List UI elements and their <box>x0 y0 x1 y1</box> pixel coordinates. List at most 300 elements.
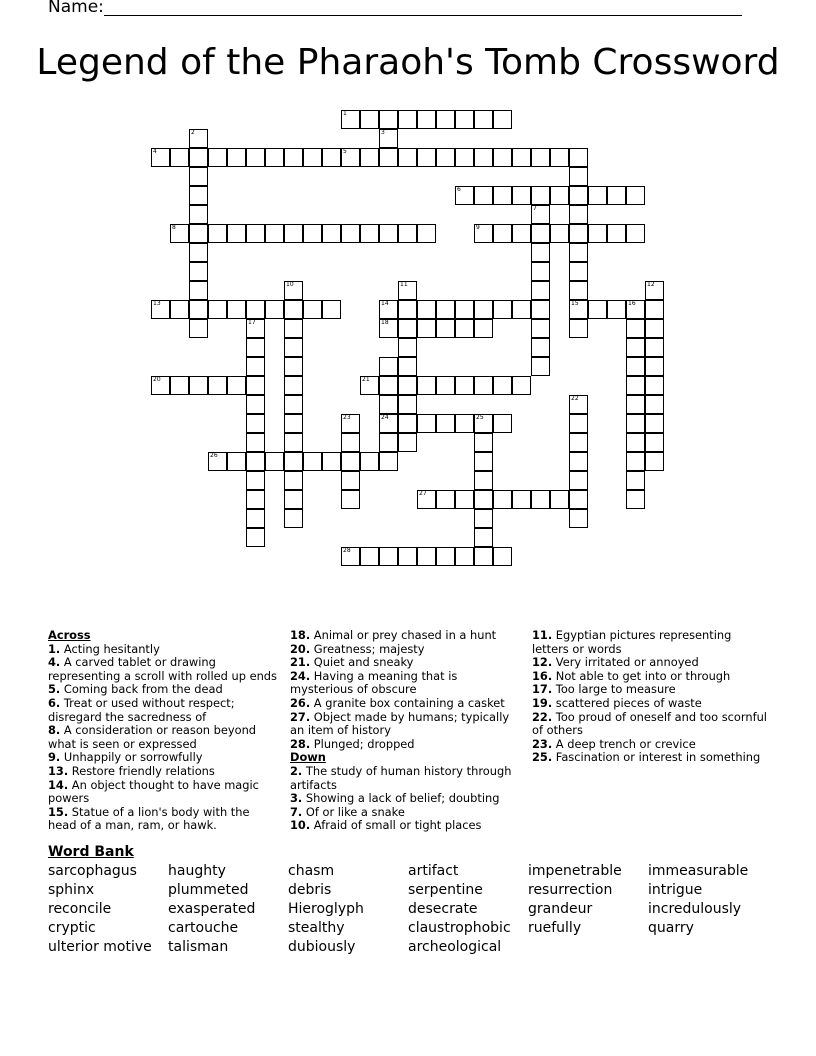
grid-cell[interactable] <box>284 281 303 300</box>
grid-cell[interactable] <box>379 319 398 338</box>
grid-cell[interactable] <box>436 547 455 566</box>
grid-cell[interactable] <box>398 414 417 433</box>
grid-cell[interactable] <box>398 148 417 167</box>
grid-cell[interactable] <box>170 300 189 319</box>
grid-cell[interactable] <box>588 300 607 319</box>
grid-cell[interactable] <box>341 471 360 490</box>
word-bank-item: incredulously <box>648 901 742 917</box>
grid-cell[interactable] <box>569 224 588 243</box>
grid-cell[interactable] <box>569 414 588 433</box>
grid-cell[interactable] <box>360 452 379 471</box>
grid-cell[interactable] <box>417 110 436 129</box>
clue-item-number: 20. <box>290 641 311 656</box>
grid-cell[interactable] <box>360 148 379 167</box>
word-bank-item: plummeted <box>168 882 249 898</box>
grid-cell[interactable] <box>246 414 265 433</box>
grid-cell[interactable] <box>246 471 265 490</box>
grid-cell[interactable] <box>512 148 531 167</box>
grid-cell[interactable] <box>645 452 664 471</box>
clue-number: 16 <box>628 300 636 307</box>
grid-cell[interactable] <box>417 547 436 566</box>
grid-cell[interactable] <box>189 243 208 262</box>
clue-item-number: 28. <box>290 736 311 751</box>
clue-item-number: 7. <box>290 804 303 819</box>
grid-cell[interactable] <box>246 300 265 319</box>
clue-item-text: Unhappily or sorrowfully <box>60 750 203 765</box>
grid-cell[interactable] <box>474 148 493 167</box>
word-bank-item: reconcile <box>48 901 112 917</box>
grid-cell[interactable] <box>569 433 588 452</box>
clue-item <box>290 697 522 711</box>
grid-cell[interactable] <box>493 110 512 129</box>
grid-cell[interactable] <box>474 528 493 547</box>
grid-cell[interactable] <box>569 243 588 262</box>
grid-cell[interactable] <box>569 509 588 528</box>
grid-cell[interactable] <box>474 414 493 433</box>
grid-cell[interactable] <box>531 148 550 167</box>
grid-cell[interactable] <box>626 452 645 471</box>
clue-number: 12 <box>647 281 655 288</box>
grid-cell[interactable] <box>341 547 360 566</box>
grid-cell[interactable] <box>645 357 664 376</box>
grid-cell[interactable] <box>626 414 645 433</box>
grid-cell[interactable] <box>208 148 227 167</box>
clue-item <box>48 765 280 779</box>
grid-cell[interactable] <box>227 300 246 319</box>
grid-cell[interactable] <box>569 148 588 167</box>
grid-cell[interactable] <box>531 490 550 509</box>
grid-cell[interactable] <box>360 110 379 129</box>
grid-cell[interactable] <box>303 224 322 243</box>
grid-cell[interactable] <box>455 300 474 319</box>
grid-cell[interactable] <box>493 547 512 566</box>
grid-cell[interactable] <box>569 300 588 319</box>
grid-cell[interactable] <box>626 338 645 357</box>
grid-cell[interactable] <box>379 395 398 414</box>
clue-item-text: Coming back from the dead <box>60 682 223 697</box>
across-clue-list <box>48 643 280 833</box>
clue-item-text: Greatness; majesty <box>310 641 425 656</box>
clue-item-number: 27. <box>290 709 311 724</box>
grid-cell[interactable] <box>189 376 208 395</box>
grid-cell[interactable] <box>379 129 398 148</box>
grid-cell[interactable] <box>626 319 645 338</box>
grid-cell[interactable] <box>436 110 455 129</box>
grid-cell[interactable] <box>531 262 550 281</box>
grid-cell[interactable] <box>512 186 531 205</box>
clues-column-1 <box>48 629 280 833</box>
clue-item-text: Of or like a snake <box>302 804 405 819</box>
grid-cell[interactable] <box>189 129 208 148</box>
grid-cell[interactable] <box>474 490 493 509</box>
grid-cell[interactable] <box>398 338 417 357</box>
clue-item-number: 1. <box>48 641 61 656</box>
grid-cell[interactable] <box>531 224 550 243</box>
grid-cell[interactable] <box>398 547 417 566</box>
grid-cell[interactable] <box>246 490 265 509</box>
grid-cell[interactable] <box>512 224 531 243</box>
grid-cell[interactable] <box>227 148 246 167</box>
clue-item-text: Acting hesitantly <box>60 641 160 656</box>
grid-cell[interactable] <box>436 490 455 509</box>
grid-cell[interactable] <box>626 376 645 395</box>
grid-cell[interactable] <box>474 110 493 129</box>
grid-cell[interactable] <box>284 433 303 452</box>
grid-cell[interactable] <box>341 433 360 452</box>
word-bank-item: Hieroglyph <box>288 901 364 917</box>
clue-item-text: Fascination or interest in something <box>552 750 761 765</box>
clue-number: 27 <box>419 490 427 497</box>
grid-cell[interactable] <box>417 414 436 433</box>
grid-cell[interactable] <box>341 110 360 129</box>
grid-cell[interactable] <box>493 300 512 319</box>
across-heading: Across <box>48 628 91 642</box>
clue-item <box>532 683 768 697</box>
grid-cell[interactable] <box>170 224 189 243</box>
grid-cell[interactable] <box>474 186 493 205</box>
grid-cell[interactable] <box>284 509 303 528</box>
grid-cell[interactable] <box>246 338 265 357</box>
grid-cell[interactable] <box>398 110 417 129</box>
grid-cell[interactable] <box>550 186 569 205</box>
grid-cell[interactable] <box>284 319 303 338</box>
grid-cell[interactable] <box>455 547 474 566</box>
grid-cell[interactable] <box>474 224 493 243</box>
grid-cell[interactable] <box>645 414 664 433</box>
clue-item <box>290 629 522 643</box>
clues-column-3 <box>532 629 768 765</box>
grid-cell[interactable] <box>208 452 227 471</box>
grid-cell[interactable] <box>151 300 170 319</box>
grid-cell[interactable] <box>493 490 512 509</box>
clue-item-text: An object thought to have magic powers <box>48 777 259 806</box>
grid-cell[interactable] <box>227 224 246 243</box>
grid-cell[interactable] <box>303 452 322 471</box>
grid-cell[interactable] <box>284 224 303 243</box>
grid-cell[interactable] <box>626 471 645 490</box>
grid-cell[interactable] <box>284 414 303 433</box>
grid-cell[interactable] <box>189 319 208 338</box>
grid-cell[interactable] <box>322 300 341 319</box>
grid-cell[interactable] <box>493 376 512 395</box>
grid-cell[interactable] <box>474 509 493 528</box>
clue-item-text: Not able to get into or through <box>552 668 731 683</box>
grid-cell[interactable] <box>303 300 322 319</box>
grid-cell[interactable] <box>151 148 170 167</box>
grid-cell[interactable] <box>436 148 455 167</box>
grid-cell[interactable] <box>246 395 265 414</box>
grid-cell[interactable] <box>493 148 512 167</box>
grid-cell[interactable] <box>607 186 626 205</box>
grid-cell[interactable] <box>284 490 303 509</box>
clue-item-number: 26. <box>290 695 311 710</box>
grid-cell[interactable] <box>341 414 360 433</box>
grid-cell[interactable] <box>398 224 417 243</box>
grid-cell[interactable] <box>550 224 569 243</box>
grid-cell[interactable] <box>588 224 607 243</box>
clue-item-number: 22. <box>532 709 553 724</box>
grid-cell[interactable] <box>398 433 417 452</box>
grid-cell[interactable] <box>417 148 436 167</box>
grid-cell[interactable] <box>379 357 398 376</box>
clue-number: 6 <box>457 186 461 193</box>
grid-cell[interactable] <box>246 224 265 243</box>
grid-cell[interactable] <box>569 452 588 471</box>
grid-cell[interactable] <box>436 319 455 338</box>
grid-cell[interactable] <box>531 357 550 376</box>
grid-cell[interactable] <box>455 414 474 433</box>
grid-cell[interactable] <box>550 148 569 167</box>
grid-cell[interactable] <box>398 319 417 338</box>
grid-cell[interactable] <box>531 281 550 300</box>
grid-cell[interactable] <box>455 148 474 167</box>
down-clue-list <box>290 765 522 833</box>
grid-cell[interactable] <box>284 300 303 319</box>
grid-cell[interactable] <box>246 148 265 167</box>
grid-cell[interactable] <box>360 224 379 243</box>
grid-cell[interactable] <box>265 224 284 243</box>
grid-cell[interactable] <box>170 148 189 167</box>
grid-cell[interactable] <box>265 148 284 167</box>
clue-item-number: 18. <box>290 628 311 642</box>
grid-cell[interactable] <box>588 186 607 205</box>
grid-cell[interactable] <box>322 148 341 167</box>
grid-cell[interactable] <box>227 376 246 395</box>
grid-cell[interactable] <box>208 376 227 395</box>
grid-cell[interactable] <box>569 186 588 205</box>
grid-cell[interactable] <box>379 414 398 433</box>
grid-cell[interactable] <box>417 319 436 338</box>
word-bank-item: resurrection <box>528 882 613 898</box>
grid-cell[interactable] <box>398 395 417 414</box>
grid-cell[interactable] <box>569 319 588 338</box>
grid-cell[interactable] <box>170 376 189 395</box>
grid-cell[interactable] <box>284 338 303 357</box>
grid-cell[interactable] <box>284 148 303 167</box>
grid-cell[interactable] <box>626 186 645 205</box>
grid-cell[interactable] <box>379 300 398 319</box>
grid-cell[interactable] <box>474 471 493 490</box>
grid-cell[interactable] <box>379 433 398 452</box>
grid-cell[interactable] <box>531 338 550 357</box>
grid-cell[interactable] <box>417 490 436 509</box>
clue-item-number: 14. <box>48 777 69 792</box>
grid-cell[interactable] <box>246 319 265 338</box>
grid-cell[interactable] <box>360 547 379 566</box>
grid-cell[interactable] <box>607 300 626 319</box>
grid-cell[interactable] <box>189 186 208 205</box>
clue-item-text: Plunged; dropped <box>310 736 415 751</box>
clue-item <box>48 779 280 806</box>
grid-cell[interactable] <box>322 452 341 471</box>
grid-cell[interactable] <box>341 148 360 167</box>
grid-cell[interactable] <box>398 300 417 319</box>
grid-cell[interactable] <box>455 319 474 338</box>
grid-cell[interactable] <box>569 262 588 281</box>
grid-cell[interactable] <box>417 300 436 319</box>
grid-cell[interactable] <box>284 452 303 471</box>
word-bank-item: serpentine <box>408 882 483 898</box>
clue-item <box>532 670 768 684</box>
grid-cell[interactable] <box>151 376 170 395</box>
grid-cell[interactable] <box>645 281 664 300</box>
grid-cell[interactable] <box>569 167 588 186</box>
grid-cell[interactable] <box>417 376 436 395</box>
grid-cell[interactable] <box>246 509 265 528</box>
grid-cell[interactable] <box>569 205 588 224</box>
grid-cell[interactable] <box>474 319 493 338</box>
grid-cell[interactable] <box>626 490 645 509</box>
clue-item-number: 10. <box>290 818 311 833</box>
grid-cell[interactable] <box>455 110 474 129</box>
clue-item-text: Showing a lack of belief; doubting <box>302 791 500 806</box>
grid-cell[interactable] <box>531 319 550 338</box>
word-bank-item: haughty <box>168 863 226 879</box>
grid-cell[interactable] <box>626 224 645 243</box>
clue-number: 1 <box>343 110 347 117</box>
clues-column-2 <box>290 629 522 833</box>
grid-cell[interactable] <box>569 490 588 509</box>
clue-item <box>532 711 768 738</box>
grid-cell[interactable] <box>246 452 265 471</box>
grid-cell[interactable] <box>189 167 208 186</box>
clue-number: 14 <box>381 300 389 307</box>
grid-cell[interactable] <box>474 376 493 395</box>
grid-cell[interactable] <box>341 490 360 509</box>
grid-cell[interactable] <box>645 300 664 319</box>
grid-cell[interactable] <box>455 376 474 395</box>
grid-cell[interactable] <box>493 186 512 205</box>
grid-cell[interactable] <box>284 357 303 376</box>
grid-cell[interactable] <box>512 300 531 319</box>
grid-cell[interactable] <box>455 186 474 205</box>
grid-cell[interactable] <box>246 528 265 547</box>
clue-item-text: Having a meaning that is mysterious of obscure <box>290 668 458 697</box>
clue-item-number: 4. <box>48 655 61 670</box>
clue-item <box>532 738 768 752</box>
clue-item <box>290 643 522 657</box>
grid-cell[interactable] <box>493 414 512 433</box>
grid-cell[interactable] <box>246 376 265 395</box>
grid-cell[interactable] <box>398 357 417 376</box>
grid-cell[interactable] <box>531 300 550 319</box>
grid-cell[interactable] <box>189 224 208 243</box>
grid-cell[interactable] <box>626 433 645 452</box>
grid-cell[interactable] <box>493 224 512 243</box>
grid-cell[interactable] <box>645 433 664 452</box>
grid-cell[interactable] <box>246 357 265 376</box>
clue-item-number: 9. <box>48 750 61 765</box>
grid-cell[interactable] <box>284 471 303 490</box>
grid-cell[interactable] <box>645 338 664 357</box>
grid-cell[interactable] <box>474 547 493 566</box>
grid-cell[interactable] <box>531 186 550 205</box>
grid-cell[interactable] <box>379 376 398 395</box>
grid-cell[interactable] <box>626 300 645 319</box>
clue-item-number: 15. <box>48 804 69 819</box>
clue-item <box>290 819 522 833</box>
grid-cell[interactable] <box>379 110 398 129</box>
grid-cell[interactable] <box>569 281 588 300</box>
grid-cell[interactable] <box>626 395 645 414</box>
grid-cell[interactable] <box>360 376 379 395</box>
clue-item-number: 5. <box>48 682 61 697</box>
grid-cell[interactable] <box>398 376 417 395</box>
clue-item-number: 25. <box>532 750 553 765</box>
grid-cell[interactable] <box>265 452 284 471</box>
clue-item-text: scattered pieces of waste <box>552 695 702 710</box>
grid-cell[interactable] <box>379 224 398 243</box>
grid-cell[interactable] <box>246 433 265 452</box>
grid-cell[interactable] <box>569 395 588 414</box>
grid-cell[interactable] <box>645 395 664 414</box>
grid-cell[interactable] <box>512 376 531 395</box>
grid-cell[interactable] <box>189 262 208 281</box>
word-bank-item: desecrate <box>408 901 478 917</box>
grid-cell[interactable] <box>531 205 550 224</box>
grid-cell[interactable] <box>208 224 227 243</box>
grid-cell[interactable] <box>284 376 303 395</box>
clue-number: 23 <box>343 414 351 421</box>
grid-cell[interactable] <box>303 148 322 167</box>
clue-item <box>48 751 280 765</box>
grid-cell[interactable] <box>379 547 398 566</box>
grid-cell[interactable] <box>474 300 493 319</box>
grid-cell[interactable] <box>474 433 493 452</box>
grid-cell[interactable] <box>208 300 227 319</box>
grid-cell[interactable] <box>645 319 664 338</box>
clue-item-number: 12. <box>532 655 553 670</box>
grid-cell[interactable] <box>607 224 626 243</box>
grid-cell[interactable] <box>189 300 208 319</box>
clue-number: 11 <box>400 281 408 288</box>
grid-cell[interactable] <box>398 281 417 300</box>
clue-item-number: 21. <box>290 655 311 670</box>
grid-cell[interactable] <box>455 490 474 509</box>
grid-cell[interactable] <box>341 452 360 471</box>
clue-item <box>290 738 522 752</box>
grid-cell[interactable] <box>189 148 208 167</box>
grid-cell[interactable] <box>322 224 341 243</box>
grid-cell[interactable] <box>436 414 455 433</box>
grid-cell[interactable] <box>531 243 550 262</box>
clue-item-text: The study of human history through artifacts <box>290 763 512 792</box>
grid-cell[interactable] <box>341 224 360 243</box>
grid-cell[interactable] <box>227 452 246 471</box>
grid-cell[interactable] <box>436 300 455 319</box>
grid-cell[interactable] <box>189 205 208 224</box>
grid-cell[interactable] <box>645 376 664 395</box>
grid-cell[interactable] <box>379 452 398 471</box>
grid-cell[interactable] <box>512 490 531 509</box>
grid-cell[interactable] <box>189 281 208 300</box>
grid-cell[interactable] <box>284 395 303 414</box>
page-title: Legend of the Pharaoh's Tomb Crossword <box>36 42 780 83</box>
grid-cell[interactable] <box>379 148 398 167</box>
word-bank-item: quarry <box>648 920 694 936</box>
clue-number: 4 <box>153 148 157 155</box>
word-bank-item: cryptic <box>48 920 96 936</box>
grid-cell[interactable] <box>417 224 436 243</box>
clue-item-number: 3. <box>290 791 303 806</box>
grid-cell[interactable] <box>265 300 284 319</box>
clue-number: 22 <box>571 395 579 402</box>
grid-cell[interactable] <box>569 471 588 490</box>
grid-cell[interactable] <box>626 357 645 376</box>
grid-cell[interactable] <box>474 452 493 471</box>
grid-cell[interactable] <box>436 376 455 395</box>
grid-cell[interactable] <box>550 490 569 509</box>
